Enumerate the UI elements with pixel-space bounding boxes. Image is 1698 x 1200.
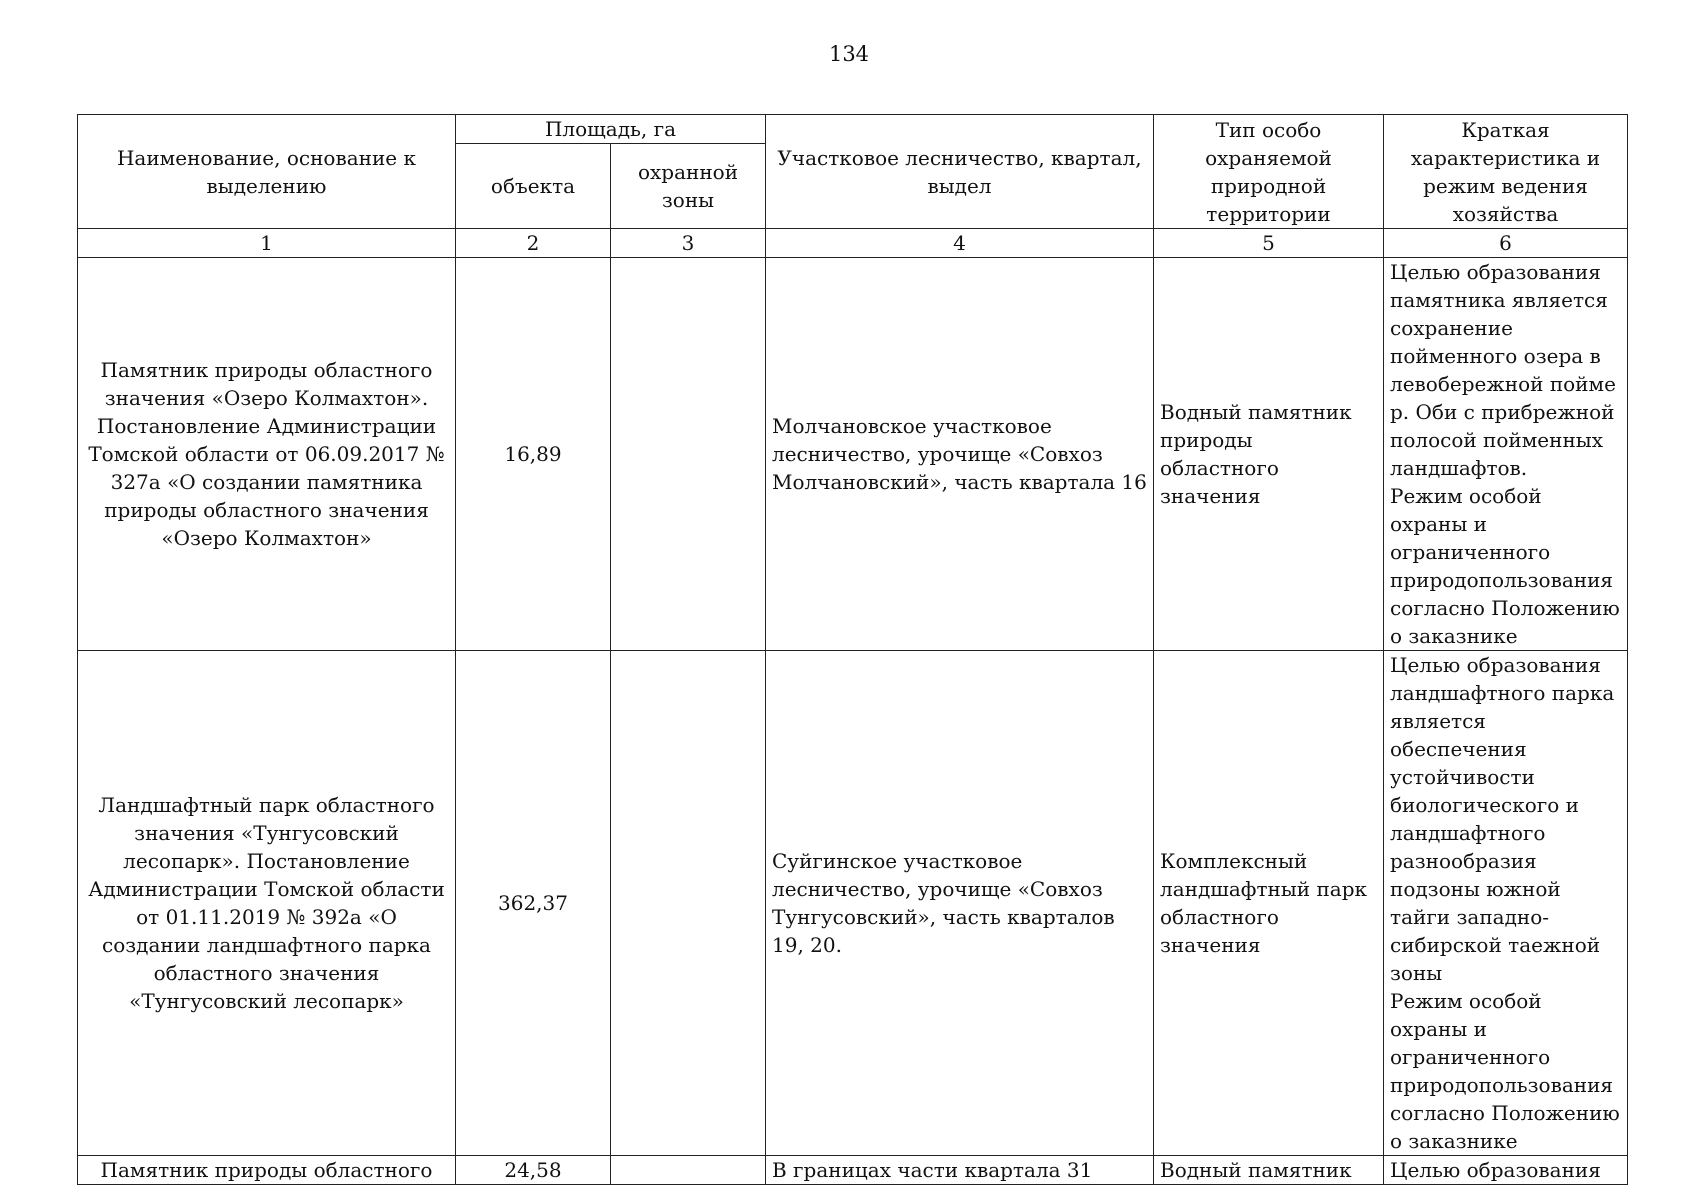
header-area-group: Площадь, га [456, 115, 766, 144]
column-number: 3 [611, 229, 766, 258]
table-row [78, 258, 1628, 651]
column-number-row [78, 229, 1628, 258]
cell-location: Молчановское участковое лесничество, урочище «Совхоз Молчановский», часть квартала 16 [766, 258, 1154, 651]
characteristic-regime: Режим особой охраны и ограниченного природопользования согласно Положению о заказнике [1390, 989, 1620, 1153]
cell-area-zone [611, 258, 766, 651]
header-area-zone: охранной зоны [611, 144, 766, 229]
cell-name: Ландшафтный парк областного значения «Тунгусовский лесопарк». Постановление Администрации Томской области от 01.11.2019 № 392а «О создании ландшафтного парка областного значения «Тунгусовский лесопарк» [78, 651, 456, 1156]
cell-characteristic [1384, 651, 1628, 1156]
cell-area-zone [611, 651, 766, 1156]
characteristic-purpose: Целью образования памятника является сохранение пойменного озера в левобережной пойме р. Оби с прибрежной полосой пойменных ландшафтов. [1390, 260, 1616, 480]
cell-characteristic [1384, 258, 1628, 651]
page-number: 134 [828, 42, 870, 66]
header-name: Наименование, основание к выделению [78, 115, 456, 229]
characteristic-regime: Режим особой охраны и ограниченного природопользования согласно Положению о заказнике [1390, 484, 1620, 648]
header-area-object: объекта [456, 144, 611, 229]
cell-type: Комплексный ландшафтный парк областного значения [1154, 651, 1384, 1156]
cell-name: Памятник природы областного значения «Озеро Колмахтон». Постановление Администрации Томской области от 06.09.2017 № 327а «О создании памятника природы областного значения «Озеро Колмахтон» [78, 258, 456, 651]
cell-type: Водный памятник природы областного значения [1154, 258, 1384, 651]
cell-area-object: 362,37 [456, 651, 611, 1156]
header-characteristic: Краткая характеристика и режим ведения хозяйства [1384, 115, 1628, 229]
column-number: 1 [78, 229, 456, 258]
cell-area-object: 24,58 [456, 1156, 611, 1185]
cell-location: В границах части квартала 31 [766, 1156, 1154, 1185]
cell-characteristic: Целью образования [1384, 1156, 1628, 1185]
protected-areas-table [77, 114, 1628, 1185]
column-number: 6 [1384, 229, 1628, 258]
table-row [78, 1156, 1628, 1185]
column-number: 2 [456, 229, 611, 258]
column-number: 5 [1154, 229, 1384, 258]
cell-type: Водный памятник [1154, 1156, 1384, 1185]
header-row-top [78, 115, 1628, 144]
header-location: Участковое лесничество, квартал, выдел [766, 115, 1154, 229]
cell-location: Суйгинское участковое лесничество, урочище «Совхоз Тунгусовский», часть кварталов 19, 20. [766, 651, 1154, 1156]
table-row [78, 651, 1628, 1156]
characteristic-purpose: Целью образования ландшафтного парка является обеспечения устойчивости биологического и ландшафтного разнообразия подзоны южной тайги западно-сибирской таежной зоны [1390, 653, 1615, 985]
cell-area-object: 16,89 [456, 258, 611, 651]
header-type: Тип особо охраняемой природной территории [1154, 115, 1384, 229]
cell-area-zone [611, 1156, 766, 1185]
column-number: 4 [766, 229, 1154, 258]
cell-name: Памятник природы областного [78, 1156, 456, 1185]
